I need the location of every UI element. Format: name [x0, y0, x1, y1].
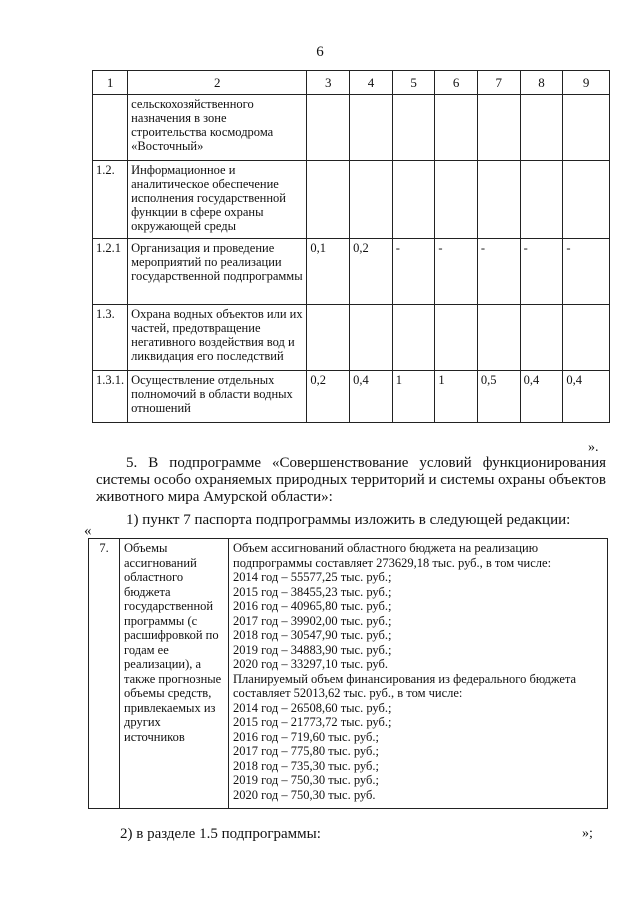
row-value — [477, 305, 520, 371]
row-value: - — [477, 239, 520, 305]
header-cell: 8 — [520, 71, 563, 95]
row-value — [307, 305, 350, 371]
row-value — [563, 95, 610, 161]
row-value — [307, 161, 350, 239]
header-cell: 1 — [93, 71, 128, 95]
table-row — [89, 539, 608, 809]
row-text: Осуществление отдельных полномочий в области водных отношений — [128, 371, 307, 423]
table2-close-quote: »; — [582, 826, 593, 841]
row-text: Охрана водных объектов или их частей, предотвращение негативного воздействия вод и ликвидация его последствий — [128, 305, 307, 371]
table-row — [93, 371, 610, 423]
row-value — [563, 305, 610, 371]
paragraph-1: 1) пункт 7 паспорта подпрограммы изложить в следующей редакции: — [126, 512, 571, 528]
indicators-table — [92, 70, 610, 423]
header-cell: 4 — [350, 71, 393, 95]
row-value — [477, 95, 520, 161]
row-value — [350, 95, 393, 161]
content-line: 2017 год – 775,80 тыс. руб.; — [233, 744, 379, 758]
header-cell: 3 — [307, 71, 350, 95]
row-text: Организация и проведение мероприятий по реализации государственной подпрограммы — [128, 239, 307, 305]
header-cell: 2 — [128, 71, 307, 95]
row-value: - — [435, 239, 478, 305]
row-value — [392, 161, 435, 239]
content-line: 2018 год – 30547,90 тыс. руб.; — [233, 628, 392, 642]
row-text: Информационное и аналитическое обеспечение исполнения государственной функции в сфере охраны окружающей среды — [128, 161, 307, 239]
row-value: 0,4 — [520, 371, 563, 423]
content-line: 2018 год – 735,30 тыс. руб.; — [233, 758, 379, 773]
header-cell: 6 — [435, 71, 478, 95]
row-value — [477, 161, 520, 239]
content-line: 2019 год – 34883,90 тыс. руб.; — [233, 642, 392, 657]
header-cell: 5 — [392, 71, 435, 95]
row-value: 0,5 — [477, 371, 520, 423]
content-line: 2016 год – 40965,80 тыс. руб.; — [233, 599, 392, 613]
row-value — [435, 95, 478, 161]
row-value: 0,1 — [307, 239, 350, 305]
content-line: Планируемый объем финансирования из федерального бюджета — [233, 671, 577, 686]
content-line: 2020 год – 750,30 тыс. руб. — [233, 787, 376, 802]
row-value: 0,2 — [350, 239, 393, 305]
row-value: 0,4 — [563, 371, 610, 423]
content-line: 2020 год – 33297,10 тыс. руб. — [233, 657, 389, 671]
row-value — [435, 305, 478, 371]
row-value — [392, 95, 435, 161]
table-row — [93, 239, 610, 305]
row-value — [307, 95, 350, 161]
row-text: сельскохозяйственного назначения в зоне строительства космодрома «Восточный» — [128, 95, 307, 161]
row-number: 1.2.1 — [93, 239, 128, 305]
row-value — [520, 305, 563, 371]
item-number: 7. — [89, 539, 120, 809]
row-number: 1.3. — [93, 305, 128, 371]
paragraph-5: 5. В подпрограмме «Совершенствование условий функционирования системы особо охраняемых природных территорий и системы охраны объектов животного мира Амурской области»: — [96, 455, 606, 505]
row-number — [93, 95, 128, 161]
row-value — [392, 305, 435, 371]
row-value: 0,2 — [307, 371, 350, 423]
table-row — [93, 305, 610, 371]
passport-table — [88, 538, 608, 809]
open-quote: « — [84, 523, 92, 539]
row-value: - — [563, 239, 610, 305]
row-value: 1 — [392, 371, 435, 423]
row-value: 0,4 — [350, 371, 393, 423]
paragraph-2: 2) в разделе 1.5 подпрограммы: — [120, 826, 321, 842]
page-number: 6 — [316, 44, 324, 60]
row-number: 1.2. — [93, 161, 128, 239]
row-value: - — [520, 239, 563, 305]
row-value — [435, 161, 478, 239]
row-number: 1.3.1. — [93, 371, 128, 423]
table1-close-quote: ». — [588, 440, 599, 455]
row-value — [350, 161, 393, 239]
row-value: - — [392, 239, 435, 305]
content-line: 2017 год – 39902,00 тыс. руб.; — [233, 613, 392, 628]
header-cell: 7 — [477, 71, 520, 95]
content-line: 2014 год – 26508,60 тыс. руб.; — [233, 700, 392, 715]
table-row — [93, 161, 610, 239]
row-value: 1 — [435, 371, 478, 423]
content-line: подпрограммы составляет 273629,18 тыс. руб., в том числе: — [233, 555, 552, 570]
content-line: Объем ассигнований областного бюджета на реализацию — [233, 541, 539, 555]
row-value — [563, 161, 610, 239]
content-line: 2015 год – 38455,23 тыс. руб.; — [233, 584, 392, 599]
row-value — [350, 305, 393, 371]
content-line: 2019 год – 750,30 тыс. руб.; — [233, 773, 379, 787]
row-value — [520, 95, 563, 161]
content-line: 2016 год – 719,60 тыс. руб.; — [233, 729, 379, 744]
content-line: 2015 год – 21773,72 тыс. руб.; — [233, 715, 392, 729]
header-cell: 9 — [563, 71, 610, 95]
content-line: 2014 год – 55577,25 тыс. руб.; — [233, 570, 392, 584]
row-value — [520, 161, 563, 239]
item-content — [229, 539, 608, 809]
content-line: составляет 52013,62 тыс. руб., в том числе: — [233, 686, 463, 700]
table-row — [93, 95, 610, 161]
table-header-row — [93, 71, 610, 95]
item-label: Объемы ассигнований областного бюджета государственной программы (с расшифровкой по годам ее реализации), а также прогнозные объемы средств, привлекаемых из других источников — [120, 539, 229, 809]
